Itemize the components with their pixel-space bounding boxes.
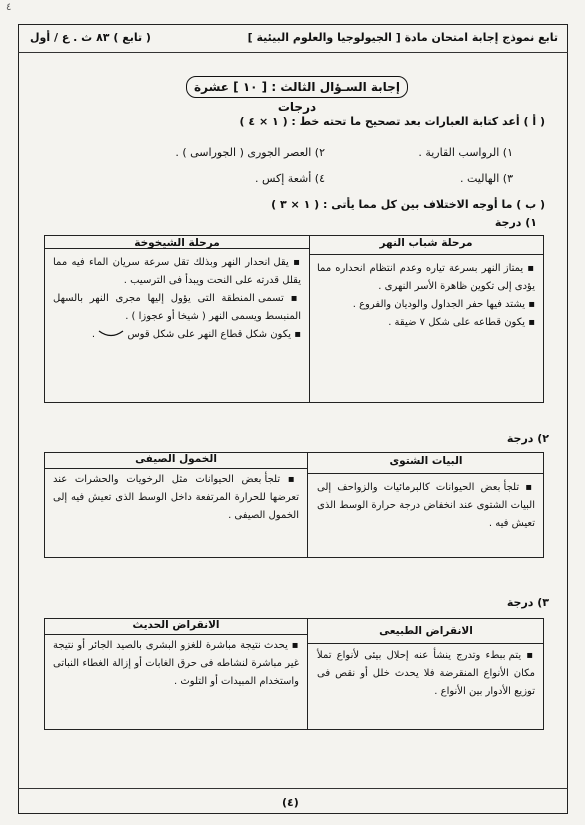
- q2-right-header-sep: [307, 473, 543, 474]
- list-item: ▪ يقل انحدار النهر وبذلك تقل سرعة سريان الماء فيه مما يقلل قدرته على النحت ويبدأ فى الترسيب .: [53, 257, 301, 286]
- q3-right-header-sep: [307, 643, 543, 644]
- q1-right-header-sep: [309, 254, 543, 255]
- page-header: [30, 31, 558, 49]
- part-a-item-4: ٤) أشعة إكس .: [255, 172, 325, 185]
- list-item: ▪ يمتاز النهر بسرعة تياره وعدم انتظام انحداره مما يؤدى إلى تكوين ظاهرة الأسر النهرى .: [317, 263, 535, 292]
- table-q1: [44, 235, 544, 403]
- q2-label: ٢) درجة: [506, 432, 549, 445]
- list-item: ▪ يكون شكل قطاع النهر على شكل قوس .: [91, 329, 301, 340]
- page-number: (٤): [282, 796, 299, 809]
- part-b-instruction: ( ب ) ما أوجه الاختلاف بين كل مما يأتى : ( ١ × ٣ ): [271, 198, 545, 211]
- q2-left-header: الخمول الصيفى: [135, 453, 217, 465]
- q3-left-list: [53, 637, 299, 691]
- q1-left-list: [53, 254, 301, 344]
- q2-col-divider: [307, 453, 308, 557]
- q3-left-header: الانقراض الحديث: [132, 619, 220, 631]
- list-item: ▪ يحدث نتيجة مباشرة للغزو البشرى بالصيد الجائر أو نتيجة غير مباشرة لنشاطه فى حرق الغابات أو إزالة الغطاء النباتى واستخدام المبيدات أو التلوث .: [53, 640, 299, 687]
- list-item: ▪ تلجأ بعض الحيوانات مثل الرخويات والحشرات عند تعرضها للحرارة المرتفعة داخل الوسط الذى تعيش فيه إلى الخمول الصيفى .: [53, 474, 299, 521]
- q3-col-divider: [307, 619, 308, 729]
- q1-left-header-sep: [45, 248, 309, 249]
- q1-label: ١) درجة: [494, 216, 537, 229]
- q1-right-header: مرحلة شباب النهر: [379, 237, 473, 249]
- section-title: إجابة السـؤال الثالث : [ ١٠ ] عشرة درجات: [186, 76, 408, 98]
- header-title: تابع نموذج إجابة امتحان مادة [ الجيولوجيا والعلوم البيئية ]: [247, 31, 558, 44]
- q3-label: ٣) درجة: [506, 596, 549, 609]
- q1-right-list: [317, 260, 535, 332]
- q3-right-list: [317, 647, 535, 701]
- q2-left-list: [53, 471, 299, 525]
- page-corner-mark: ٤: [6, 2, 12, 13]
- part-a-item-2: ٢) العصر الجورى ( الجوراسى ) .: [175, 146, 325, 159]
- part-a-item-3: ٣) الهاليت .: [459, 172, 513, 185]
- arc-shape-icon: [98, 330, 124, 338]
- list-item: ▪ تلجأ بعض الحيوانات كالبرمائيات والزواحف إلى البيات الشتوى عند انخفاض درجة حرارة الوسط الذى تعيش فيه .: [317, 482, 535, 529]
- part-a-item-1: ١) الرواسب القارية .: [418, 146, 513, 159]
- q2-right-header: البيات الشتوى: [389, 455, 463, 467]
- q1-left-header: مرحلة الشيخوخة: [134, 237, 220, 249]
- q3-left-header-sep: [45, 634, 307, 635]
- header-divider: [18, 52, 568, 53]
- list-item: ▪ يشتد فيها حفر الجداول والوديان والفروع .: [352, 299, 535, 310]
- header-code: ( تابع ) ٨٣ ث . ع / أول: [30, 31, 151, 44]
- list-item: ▪ تسمى المنطقة التى يؤول إليها مجرى النهر بالسهل المنبسط ويسمى النهر ( شيخا أو عجوزا ) .: [53, 293, 301, 322]
- footer-divider: [18, 788, 568, 789]
- part-a-instruction: ( أ ) أعد كتابة العبارات بعد تصحيح ما تحته خط : ( ١ × ٤ ): [239, 115, 545, 128]
- q2-right-list: [317, 479, 535, 533]
- list-item: ▪ يتم ببطء وتدرج ينشأ عنه إحلال بيئى لأنواع تملأ مكان الأنواع المنقرضة فلا يحدث خلل أو نقص فى توزيع الأدوار بين الأنواع .: [317, 650, 535, 697]
- table-q3: [44, 618, 544, 730]
- list-item: ▪ يكون قطاعه على شكل ٧ ضيقة .: [388, 317, 535, 328]
- q2-left-header-sep: [45, 468, 307, 469]
- table-q2: [44, 452, 544, 558]
- q1-col-divider: [309, 236, 310, 402]
- q3-right-header: الانقراض الطبيعى: [379, 625, 473, 637]
